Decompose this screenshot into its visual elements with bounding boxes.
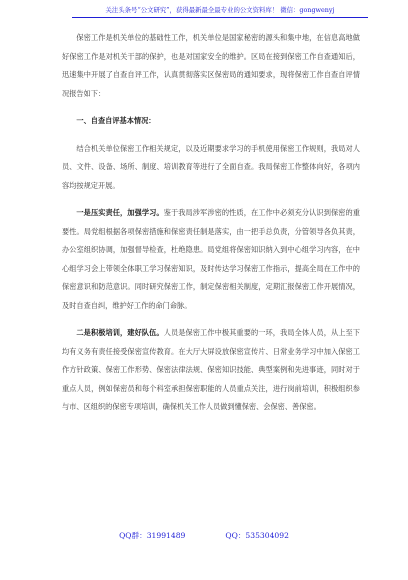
header-divider — [72, 17, 368, 18]
intro-paragraph: 保密工作是机关单位的基础性工作，机关单位是国家秘密的源头和集中地，在信息高地做好保密工作是对机关干部的保护，也是对国家安全的维护。区局在接到保密工作自查通知后，迅速集中开展了自查自评工作，认真贯彻落实区保密局的通知要求，现将保密工作自查自评情况报告如下： — [62, 33, 360, 98]
qq-number: QQ：535304092 — [225, 531, 289, 540]
responsibility-paragraph — [62, 204, 360, 315]
section-heading: 一、自查自评基本情况： — [76, 116, 156, 125]
overview-paragraph: 结合机关单位保密工作相关规定，以及近期要求学习的手机使用保密工作规则，我局对人员、文件、设备、场所、制度、培训教育等进行了全面自查。我局保密工作整体向好，各项内容均按规定开展。 — [62, 143, 360, 190]
responsibility-lead: 一是压实责任，加强学习。 — [76, 208, 164, 217]
training-paragraph — [62, 324, 360, 417]
training-text: 人员是保密工作中极其重要的一环，我局全体人员，从上至下均有义务有责任接受保密宣传教育。在大厅大屏设放保密宣传片、日常业务学习中加入保密工作方针政策、保密工作形势、保密法律法规、保密知识技能、典型案例和先进事迹，同时对于重点人员，例如保密员和每个科室承担保密职能的人员重点关注，进行岗前培训，积极组织参与市、区组织的保密专项培训，确保机关工作人员做到懂保密、会保密、善保密。 — [62, 328, 360, 411]
promo-header: 关注头条号“公文研究”，获得最新最全最专业的公文资料库！ 微信：gongwenyj — [105, 6, 335, 14]
qq-group-number: QQ群：31991489 — [119, 531, 186, 540]
document-body — [62, 29, 360, 417]
responsibility-text: 鉴于我局涉军涉密的性质，在工作中必须充分认识到保密的重要性。局党组根据各项保密措施和保密责任制是落实，由一把手总负责，分管领导各负其责，办公室组织协调，加强督导检查，杜绝隐患。局党组将保密知识纳入到中心组学习内容，在中心组学习会上带领全体职工学习保密知识，及时传达学习保密工作指示，提高全局在工作中的保密意识和防范意识。同时研究保密工作，制定保密相关制度，定期汇报保密工作开展情况，及时自查自纠，维护好工作的命门命脉。 — [62, 208, 360, 310]
training-lead: 二是积极培训，建好队伍。 — [76, 328, 164, 337]
contact-footer — [0, 530, 408, 541]
